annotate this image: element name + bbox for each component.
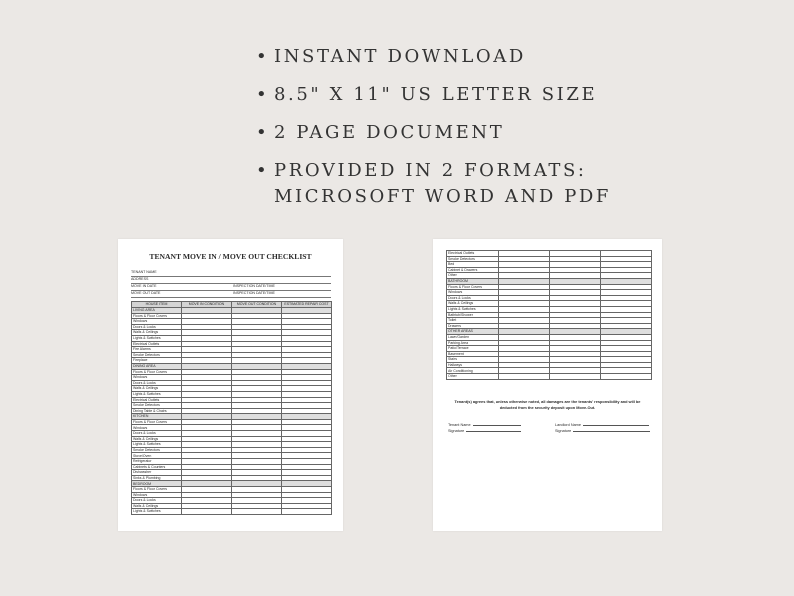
- item-label: Windows: [132, 425, 182, 431]
- item-label: Dining Table & Chairs: [132, 408, 182, 414]
- section-label: BEDROOM: [132, 481, 182, 487]
- item-label: Other: [447, 273, 499, 279]
- item-label: Drawers: [447, 323, 499, 329]
- section-label: LIVING AREA: [132, 308, 182, 314]
- item-label: Electrical Outlets: [132, 397, 182, 403]
- item-label: Sinks & Plumbing: [132, 475, 182, 481]
- item-label: Smoke Detectors: [132, 447, 182, 453]
- bullet-icon: •: [256, 84, 270, 105]
- agreement-text: Tenant(s) agrees that, unless otherwise noted, all damages are the tenants' responsibility and will be deducted from the security deposit upon Move-Out.: [454, 399, 641, 410]
- info-field-label-right: INSPECTION DATE/TIME: [233, 283, 275, 288]
- item-label: Lights & Switches: [132, 442, 182, 448]
- item-label: Doors & Locks: [132, 324, 182, 330]
- table-row: [447, 374, 652, 380]
- item-label: Fireplace: [132, 358, 182, 364]
- item-label: Windows: [447, 290, 499, 296]
- item-label: Doors & Locks: [447, 295, 499, 301]
- info-field-label: TENANT NAME: [131, 270, 157, 274]
- info-field-row: [131, 277, 331, 284]
- info-field-label: ADDRESS: [131, 276, 149, 281]
- item-label: Lawn/Garden: [447, 334, 499, 340]
- item-label: Doors & Locks: [132, 380, 182, 386]
- info-field-row: [131, 291, 331, 298]
- feature-list: [256, 44, 776, 222]
- info-field-label-right: INSPECTION DATE/TIME: [233, 290, 275, 295]
- item-label: Walls & Ceilings: [132, 436, 182, 442]
- section-label: DINING AREA: [132, 363, 182, 369]
- column-header: MOVE OUT CONDITION: [232, 302, 282, 308]
- feature-item: [256, 82, 776, 108]
- item-label: Toilet: [447, 318, 499, 324]
- item-label: Walls & Ceilings: [447, 301, 499, 307]
- info-field-row: [131, 270, 331, 277]
- section-label: OTHER AREAS: [447, 329, 499, 335]
- item-label: Floors & Floor Covers: [132, 313, 182, 319]
- condition-cell: [282, 509, 332, 515]
- item-label: Bathtub/Shower: [447, 312, 499, 318]
- item-label: Fire Alarms: [132, 347, 182, 353]
- item-label: Floors & Floor Covers: [132, 369, 182, 375]
- item-label: Lights & Switches: [132, 391, 182, 397]
- condition-cell: [232, 509, 282, 515]
- tenant-signature-field: [448, 428, 521, 434]
- bullet-icon: •: [256, 122, 270, 143]
- item-label: Basement: [447, 351, 499, 357]
- feature-text: PROVIDED IN 2 FORMATS: MICROSOFT WORD AND PDF: [274, 160, 612, 207]
- feature-item: [256, 120, 776, 146]
- item-label: Floors & Floor Covers: [132, 419, 182, 425]
- item-label: Windows: [132, 492, 182, 498]
- document-page-2: [433, 239, 662, 531]
- item-label: Smoke Detectors: [132, 403, 182, 409]
- item-label: Stove/Oven: [132, 453, 182, 459]
- item-label: Walls & Ceilings: [132, 386, 182, 392]
- item-label: Lights & Switches: [132, 335, 182, 341]
- landlord-name-label: Landlord Name: [555, 423, 581, 427]
- item-label: Electrical Outlets: [447, 251, 499, 257]
- feature-item: [256, 158, 776, 210]
- item-label: Floors & Floor Covers: [132, 487, 182, 493]
- column-header: HOUSE ITEM: [132, 302, 182, 308]
- landlord-signature-field: [555, 428, 650, 434]
- item-label: Walls & Ceilings: [132, 330, 182, 336]
- item-label: Doors & Locks: [132, 498, 182, 504]
- condition-cell: [601, 374, 652, 380]
- condition-cell: [550, 374, 601, 380]
- item-label: Windows: [132, 375, 182, 381]
- feature-item: [256, 44, 776, 70]
- item-label: Other: [447, 374, 499, 380]
- checklist-table: [131, 301, 332, 515]
- condition-cell: [182, 509, 232, 515]
- tenant-signature-label: Signature: [448, 429, 465, 433]
- feature-text: 8.5" X 11" US LETTER SIZE: [274, 84, 598, 105]
- item-label: Refrigerator: [132, 459, 182, 465]
- item-label: Floors & Floor Covers: [447, 284, 499, 290]
- section-label: BATHROOM: [447, 278, 499, 284]
- landlord-signature-label: Signature: [555, 429, 572, 433]
- column-header: ESTIMATED REPAIR COST: [282, 302, 332, 308]
- item-label: Doors & Locks: [132, 431, 182, 437]
- condition-cell: [499, 374, 550, 380]
- table-row: [132, 509, 332, 515]
- item-label: Electrical Outlets: [132, 341, 182, 347]
- item-label: Bed: [447, 262, 499, 268]
- info-field-label: MOVE IN DATE: [131, 283, 157, 288]
- item-label: Hallways: [447, 362, 499, 368]
- item-label: Cabinets & Counters: [132, 464, 182, 470]
- item-label: Air Conditioning: [447, 368, 499, 374]
- column-header: MOVE IN CONDITION: [182, 302, 232, 308]
- bullet-icon: •: [256, 160, 270, 181]
- info-field-label: MOVE OUT DATE: [131, 290, 161, 295]
- item-label: Walls & Ceilings: [132, 503, 182, 509]
- document-page-1: [118, 239, 343, 531]
- item-label: Patio/Terrace: [447, 346, 499, 352]
- item-label: Lights & Switches: [447, 306, 499, 312]
- item-label: Smoke Detectors: [447, 256, 499, 262]
- info-field-row: [131, 284, 331, 291]
- checklist-title: TENANT MOVE IN / MOVE OUT CHECKLIST: [149, 252, 312, 261]
- item-label: Lights & Switches: [132, 509, 182, 515]
- section-label: KITCHEN: [132, 414, 182, 420]
- item-label: Stairs: [447, 357, 499, 363]
- tenant-info-block: [131, 270, 331, 298]
- item-label: Smoke Detectors: [132, 352, 182, 358]
- item-label: Windows: [132, 319, 182, 325]
- item-label: Dishwasher: [132, 470, 182, 476]
- item-label: Cabinet & Drawers: [447, 267, 499, 273]
- item-label: Parking Area: [447, 340, 499, 346]
- tenant-name-label: Tenant Name: [448, 423, 471, 427]
- feature-text: INSTANT DOWNLOAD: [274, 46, 526, 67]
- checklist-table-continued: [446, 250, 652, 380]
- bullet-icon: •: [256, 46, 270, 67]
- feature-text: 2 PAGE DOCUMENT: [274, 122, 505, 143]
